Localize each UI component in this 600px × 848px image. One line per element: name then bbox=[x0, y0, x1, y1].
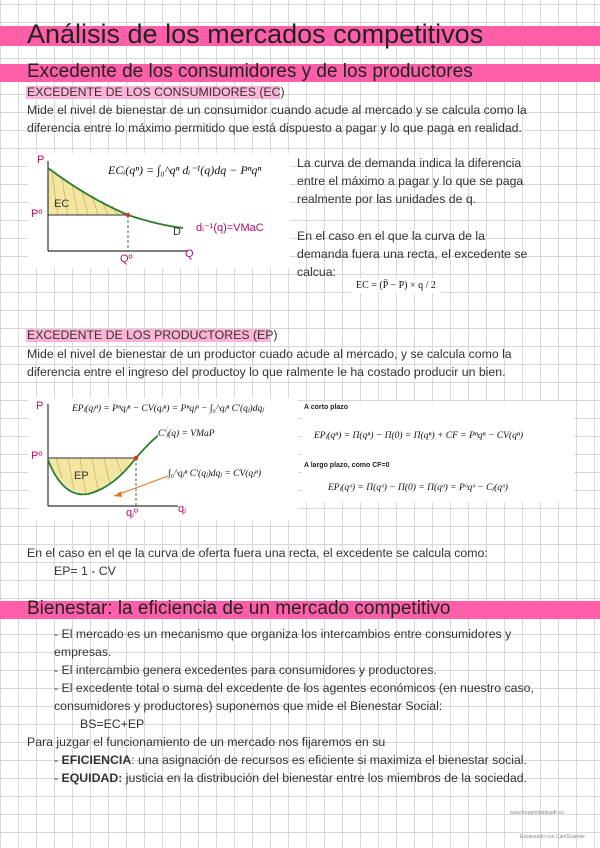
ec-note-3: realmente por las unidades de q. bbox=[297, 192, 477, 206]
ec-note-6: calcua: bbox=[297, 265, 336, 279]
ec-curve-name: dᵢ⁻¹(q)=VMaC bbox=[196, 222, 264, 234]
ec-note-4: En el caso en el que la curva de la bbox=[297, 229, 485, 243]
criterion-efficiency-term: EFICIENCIA bbox=[61, 753, 132, 767]
criterion-equity-term: EQUIDAD: bbox=[61, 771, 123, 785]
ep-integral-label: ∫₀^qⱼⁿ C'(qⱼ)dqⱼ = CV(qⱼⁿ) bbox=[168, 469, 261, 479]
ep-mc-label: C'ⱼ(q) = VMaP bbox=[158, 429, 215, 439]
section1-heading: Excedente de los consumidores y de los productores bbox=[27, 61, 473, 82]
ep-graph bbox=[28, 398, 298, 520]
ec-formula: ECᵢ(qⁿ) = ∫₀^qⁿ dᵢ⁻¹(q)dq − Pⁿqⁿ bbox=[108, 163, 262, 177]
ec-note-1: La curva de demanda indica la diferencia bbox=[297, 156, 522, 170]
ec-note-5: demanda fuera una recta, el excedente se bbox=[297, 247, 528, 261]
section2-heading: Bienestar: la eficiencia de un mercado competitivo bbox=[27, 598, 451, 619]
bullet-1-line2: empresas. bbox=[54, 645, 112, 659]
long-run-formula: EPⱼ(qᵒ) = Π(qᵒ) − Π(0) = Π(qᵒ) = Pᵒqᵒ − Cⱼ(qᵒ) bbox=[328, 483, 508, 493]
criterion-equity-text: justicia en la distribución del bienestar entre los miembros de la sociedad. bbox=[122, 771, 527, 785]
ec-definition-2: diferencia entre lo máximo permitido que está dispuesto a pagar y lo que paga en realidad. bbox=[27, 121, 522, 135]
ec-definition-1: Mide el nivel de bienestar de un consumidor cuando acude al mercado y se calcula como la bbox=[27, 103, 527, 117]
footer-site: www.freeprintablepdf.eu bbox=[510, 810, 564, 816]
bullet-3-line1: - El excedente total o suma del excedente de los agentes económicos (en nuestro caso, bbox=[54, 681, 534, 695]
ec-linear-formula: EC = (P̄ − P) × q / 2 bbox=[352, 278, 440, 293]
ep-linear-formula: EP= 1 - CV bbox=[54, 564, 116, 578]
ec-axis-p: P bbox=[37, 154, 45, 166]
bullet-1-line1: - El mercado es un mecanismo que organiza los intercambios entre consumidores y bbox=[54, 627, 512, 641]
ep-run-formulas bbox=[302, 402, 574, 502]
ec-axis-q: Q bbox=[185, 248, 194, 260]
criterion-equity: - EQUIDAD: justicia en la distribución del bienestar entre los miembros de la sociedad. bbox=[54, 771, 527, 785]
ec-note-2: entre el máximo a pagar y lo que se paga bbox=[297, 174, 524, 188]
long-run-label: A largo plazo, como CF=0 bbox=[304, 462, 390, 469]
ep-formula-top: EPⱼ(qⱼⁿ) = Pⁿqⱼⁿ − CV(qⱼⁿ) = Pⁿqⱼⁿ − ∫₀^qⱼⁿ C'(qⱼ)dqⱼ bbox=[72, 404, 264, 414]
short-run-formula: EPⱼ(qⁿ) = Π(qⁿ) − Π(0) = Π(qⁿ) + CF = Pⁿqⁿ − CV(qⁿ) bbox=[314, 431, 523, 441]
bs-formula: BS=EC+EP bbox=[80, 717, 145, 731]
ec-qty-label: Qº bbox=[120, 253, 133, 265]
ep-linear-note: En el caso en el qe la curva de oferta fuera una recta, el excedente se calcula como: bbox=[27, 546, 488, 560]
ep-area-label: EP bbox=[74, 470, 89, 482]
ec-curve-label: D bbox=[173, 226, 181, 238]
criterion-efficiency-text: : una asignación de recursos es eficiente si maximiza el bienestar social. bbox=[131, 753, 527, 767]
ep-axis-q: qⱼ bbox=[178, 503, 187, 515]
criterion-efficiency: - EFICIENCIA: una asignación de recursos es eficiente si maximiza el bienestar social. bbox=[54, 753, 527, 767]
ep-definition-1: Mide el nivel de bienestar de un productor cuado acude al mercado, y se calcula como la bbox=[27, 347, 512, 361]
short-run-label: A corto plazo bbox=[304, 404, 349, 411]
page-title: Análisis de los mercados competitivos bbox=[27, 19, 484, 49]
ep-label: EXCEDENTE DE LOS PRODUCTORES (EP) bbox=[27, 328, 278, 342]
ep-qty-label: qⱼº bbox=[126, 507, 139, 519]
footer-scanner: Escaneado con CamScanner bbox=[520, 834, 586, 840]
bullet-3-line2: consumidores y productores) suponemos que mide el Bienestar Social: bbox=[54, 699, 443, 713]
ec-area-label: EC bbox=[54, 198, 70, 210]
ec-graph bbox=[28, 153, 290, 268]
ec-price-label: Pº bbox=[31, 208, 43, 220]
ep-definition-2: diferencia entre el ingreso del productoy lo que ralmente le ha costado producir un bien. bbox=[27, 365, 506, 379]
bullet-2-line1: - El intercambio genera excedentes para consumidores y productores. bbox=[54, 663, 437, 677]
ep-price-label: Pº bbox=[31, 450, 43, 462]
ec-label: EXCEDENTE DE LOS CONSUMIDORES (EC) bbox=[27, 85, 285, 99]
judge-line: Para juzgar el funcionamiento de un mercado nos fijaremos en su bbox=[27, 735, 386, 749]
ep-axis-p: P bbox=[36, 400, 44, 412]
